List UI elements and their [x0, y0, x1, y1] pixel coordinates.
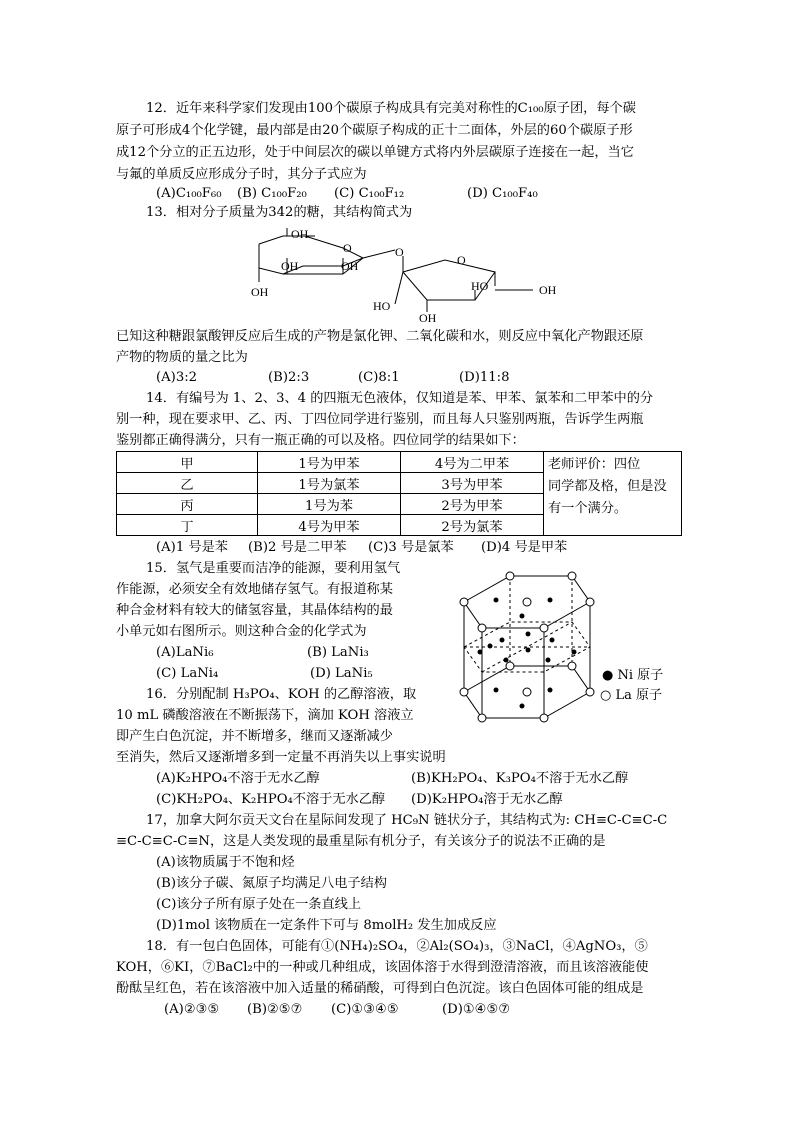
q13-option-a: (A)3:2 — [156, 370, 198, 385]
q16-line-2: 10 mL 磷酸溶液在不断振荡下，滴加 KOH 溶液立 — [116, 708, 414, 723]
q17-option-c: (C)该分子所有原子处在一条直线上 — [156, 897, 362, 912]
q15-line-2: 作能源，必须安全有效地储存氢气。有报道称某 — [116, 582, 393, 597]
legend-ni-label: Ni 原子 — [617, 668, 664, 683]
q12-line-4: 与氟的单质反应形成分子时，其分子式应为 — [116, 167, 367, 182]
label-bridge-o: O — [395, 245, 404, 259]
q13-line-1: 已知这种糖跟氯酸钾反应后生成的产物是氯化钾、二氧化碳和水，则反应中氧化产物跟还原 — [116, 329, 644, 344]
q15-option-d: (D) LaNi₅ — [310, 666, 373, 681]
label-oh-5: OH — [419, 311, 437, 324]
table-cell: 2号为氯苯 — [401, 515, 544, 536]
q14-option-b: (B)2 号是二甲苯 — [248, 540, 347, 555]
q18-option-b: (B)②⑤⑦ — [247, 1002, 303, 1017]
q14-line-3: 鉴别都正确得满分，只有一瓶正确的可以及格。四位同学的结果如下： — [116, 433, 525, 448]
table-cell: 甲 — [117, 452, 258, 473]
table-cell: 4号为甲苯 — [258, 515, 401, 536]
q18-option-d: (D)①④⑤⑦ — [442, 1002, 511, 1017]
q16-line-1: 16．分别配制 H₃PO₄、KOH 的乙醇溶液，取 — [146, 687, 417, 702]
q16-line-3: 即产生白色沉淀，并不断增多，继而又逐渐减少 — [116, 729, 393, 744]
q16-option-d: (D)K₂HPO₄溶于无水乙醇 — [411, 792, 563, 807]
q17-option-b: (B)该分子碳、氮原子均满足八电子结构 — [156, 876, 387, 891]
q18-option-c: (C)①③④⑤ — [331, 1002, 399, 1017]
table-cell: 2号为甲苯 — [401, 494, 544, 515]
q12-option-b: (B) C₁₀₀F₂₀ — [237, 186, 307, 201]
label-oh-2: OH — [281, 259, 299, 273]
label-oh-4: OH — [251, 285, 269, 299]
table-cell: 3号为甲苯 — [401, 473, 544, 494]
table-cell: 4号为二甲苯 — [401, 452, 544, 473]
table-cell: 1号为苯 — [258, 494, 401, 515]
q12-option-c: (C) C₁₀₀F₁₂ — [334, 186, 405, 201]
legend-la — [600, 684, 662, 703]
q12-line-3: 成12个分立的正五边形，处于中间层次的碳以单键方式将内外层碳原子连接在一起，当它 — [116, 145, 634, 160]
q13-option-c: (C)8:1 — [358, 370, 400, 385]
table-row — [117, 452, 682, 473]
q13-stem: 13．相对分子质量为342的糖，其结构简式为 — [146, 205, 413, 220]
table-cell: 丙 — [117, 494, 258, 515]
label-ring-o-2: O — [457, 253, 466, 267]
q12-option-a: (A)C₁₀₀F₆₀ — [156, 186, 222, 201]
label-ring-o-1: O — [343, 241, 352, 255]
q16-option-a: (A)K₂HPO₄不溶于无水乙醇 — [156, 771, 320, 786]
q18-line-3: 酚酞呈红色，若在该溶液中加入适量的稀硝酸，可得到白色沉淀。该白色固体可能的组成是 — [116, 981, 644, 996]
q15-option-c: (C) LaNi₄ — [156, 666, 219, 681]
crystal-structure-diagram — [430, 562, 610, 732]
sucrose-structure — [245, 224, 575, 324]
q15-option-b: (B) LaNi₃ — [307, 645, 369, 660]
teacher-comment-line: 同学都及格，但是没 — [548, 479, 667, 494]
q15-line-4: 小单元如右图所示。则这种合金的化学式为 — [116, 624, 367, 639]
label-ch2oh: OH — [291, 227, 309, 241]
q14-line-2: 别一种，现在要求甲、乙、丙、丁四位同学进行鉴别，而且每人只鉴别两瓶，告诉学生两瓶 — [116, 412, 644, 427]
q15-line-3: 种合金材料有较大的储氢容量，其晶体结构的最 — [116, 603, 393, 618]
q13-option-d: (D)11:8 — [459, 370, 510, 385]
q16-line-4: 至消失，然后又逐渐增多到一定量不再消失以上事实说明 — [116, 750, 446, 765]
teacher-comment-line: 老师评价：四位 — [548, 457, 641, 472]
la-atom-icon: ○ — [600, 688, 612, 703]
label-oh-3: OH — [341, 259, 359, 273]
q12-line-2: 原子可形成4个化学键，最内部是由20个碳原子构成的正十二面体，外层的60个碳原子形 — [116, 123, 633, 138]
q18-line-2: KOH，⑥KI，⑦BaCl₂中的一种或几种组成，该固体溶于水得到澄清溶液，而且该溶液能使 — [116, 960, 649, 975]
q16-option-c: (C)KH₂PO₄、K₂HPO₄不溶于无水乙醇 — [156, 792, 386, 807]
q17-option-d: (D)1mol 该物质在一定条件下可与 8molH₂ 发生加成反应 — [156, 918, 497, 933]
q15-line-1: 15．氢气是重要而洁净的能源，要利用氢气 — [146, 561, 401, 576]
q17-line-1: 17，加拿大阿尔贡天文台在星际间发现了 HC₉N 链状分子，其结构式为: CH≡C-C≡C-C — [146, 813, 668, 828]
q14-option-c: (C)3 号是氯苯 — [368, 540, 454, 555]
label-ho-2: HO — [471, 279, 489, 293]
q15-option-a: (A)LaNi₆ — [156, 645, 214, 660]
q12-option-d: (D) C₁₀₀F₄₀ — [467, 186, 538, 201]
legend-ni — [602, 664, 663, 683]
table-cell: 1号为甲苯 — [258, 452, 401, 473]
table-cell: 丁 — [117, 515, 258, 536]
q18-option-a: (A)②③⑤ — [164, 1002, 220, 1017]
q13-line-2: 产物的物质的量之比为 — [116, 350, 248, 365]
results-table — [116, 451, 682, 536]
teacher-comment — [544, 452, 682, 536]
label-ho-1: HO — [373, 299, 391, 313]
q14-line-1: 14．有编号为 1、2、3、4 的四瓶无色液体，仅知道是苯、甲苯、氯苯和二甲苯中的分 — [146, 391, 654, 406]
q18-line-1: 18．有一包白色固体，可能有①(NH₄)₂SO₄，②Al₂(SO₄)₃，③NaCl，④AgNO₃，⑤ — [146, 939, 648, 954]
table-cell: 乙 — [117, 473, 258, 494]
q16-option-b: (B)KH₂PO₄、K₃PO₄不溶于无水乙醇 — [411, 771, 629, 786]
ni-atom-icon: ● — [602, 668, 614, 683]
teacher-comment-line: 有一个满分。 — [548, 501, 628, 516]
q14-option-a: (A)1 号是苯 — [156, 540, 228, 555]
q12-line-1: 12．近年来科学家们发现由100个碳原子构成具有完美对称性的C₁₀₀原子团，每个碳 — [146, 101, 636, 116]
q14-option-d: (D)4 号是甲苯 — [481, 540, 568, 555]
table-cell: 1号为氯苯 — [258, 473, 401, 494]
legend-la-label: La 原子 — [615, 688, 663, 703]
q17-option-a: (A)该物质属于不饱和烃 — [156, 855, 295, 870]
q17-line-2: ≡C-C≡C-C≡N，这是人类发现的最重星际有机分子，有关该分子的说法不正确的是 — [116, 834, 606, 849]
label-oh-6: OH — [539, 283, 557, 297]
q13-option-b: (B)2:3 — [268, 370, 310, 385]
